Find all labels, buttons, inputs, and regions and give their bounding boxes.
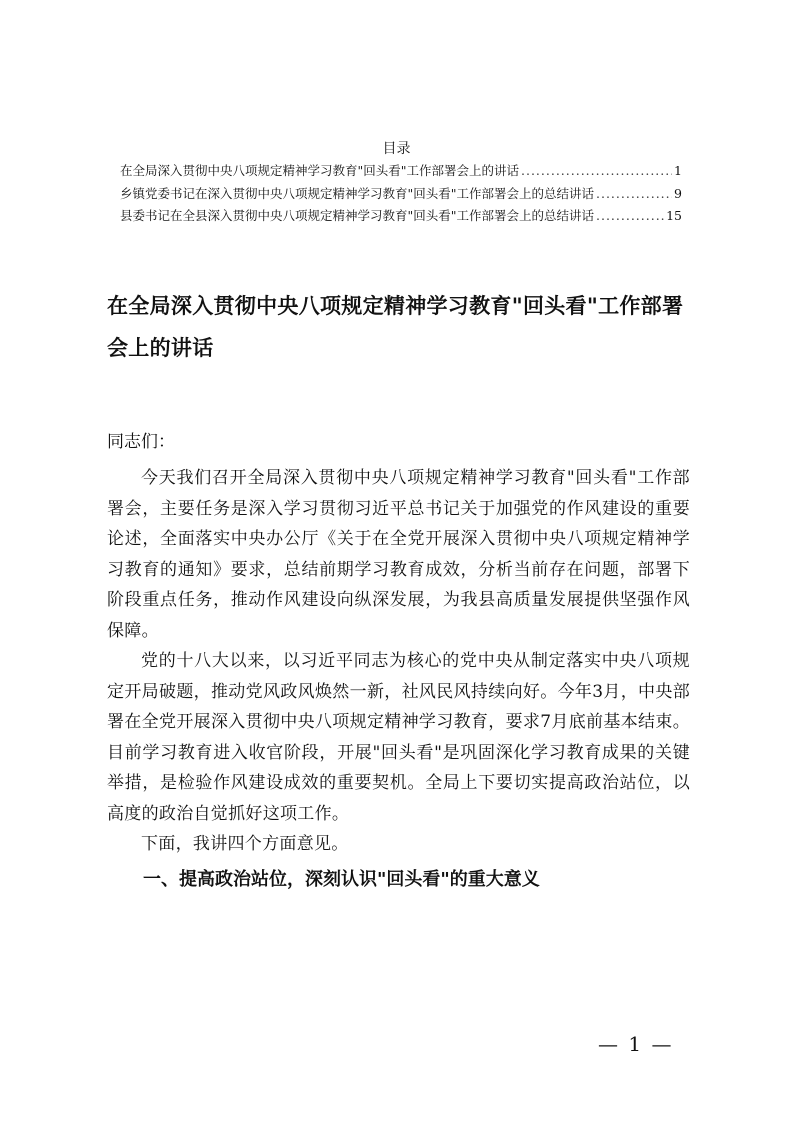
toc-entry[interactable] — [120, 208, 682, 224]
toc-entry-page: 15 — [666, 208, 682, 223]
toc-entry-text: 县委书记在全县深入贯彻中央八项规定精神学习教育"回头看"工作部署会上的总结讲话 — [120, 208, 595, 223]
toc-entry-page: 9 — [674, 186, 682, 201]
toc-entry[interactable] — [120, 186, 682, 202]
body-paragraph: 党的十八大以来，以习近平同志为核心的党中央从制定落实中央八项规定开局破题，推动党风政风焕然一新，社风民风持续向好。今年3月，中央部署在全党开展深入贯彻中央八项规定精神学习教育，要求7月底前基本结束。目前学习教育进入收官阶段，开展"回头看"是巩固深化学习教育成果的关键举措，是检验作风建设成效的重要契机。全局上下要切实提高政治站位，以高度的政治自觉抓好这项工作。 — [107, 651, 690, 824]
toc-entry[interactable] — [120, 163, 682, 179]
section-heading: 一、提高政治站位，深刻认识"回头看"的重大意义 — [143, 868, 540, 890]
toc-entry-page: 1 — [674, 163, 682, 178]
salutation: 同志们： — [107, 432, 175, 452]
toc-dot-leader — [596, 186, 672, 202]
document-body — [107, 463, 690, 896]
toc-entry-text: 乡镇党委书记在深入贯彻中央八项规定精神学习教育"回头看"工作部署会上的总结讲话 — [120, 186, 595, 201]
document-title: 在全局深入贯彻中央八项规定精神学习教育"回头看"工作部署会上的讲话 — [107, 294, 684, 360]
toc-title: 目录 — [382, 141, 411, 157]
toc-entry-text: 在全局深入贯彻中央八项规定精神学习教育"回头看"工作部署会上的讲话 — [120, 163, 520, 178]
toc-dot-leader — [521, 163, 672, 179]
body-paragraph: 下面，我讲四个方面意见。 — [141, 834, 349, 854]
body-paragraph: 今天我们召开全局深入贯彻中央八项规定精神学习教育"回头看"工作部署会，主要任务是深入学习贯彻习近平总书记关于加强党的作风建设的重要论述，全面落实中央办公厅《关于在全党开展深入贯彻中央八项规定精神学习教育的通知》要求，总结前期学习教育成效，分析当前存在问题，部署下阶段重点任务，推动作风建设向纵深发展，为我县高质量发展提供坚强作风保障。 — [107, 468, 690, 641]
page-number: — 1 — — [598, 1032, 674, 1056]
toc-dot-leader — [596, 208, 664, 224]
